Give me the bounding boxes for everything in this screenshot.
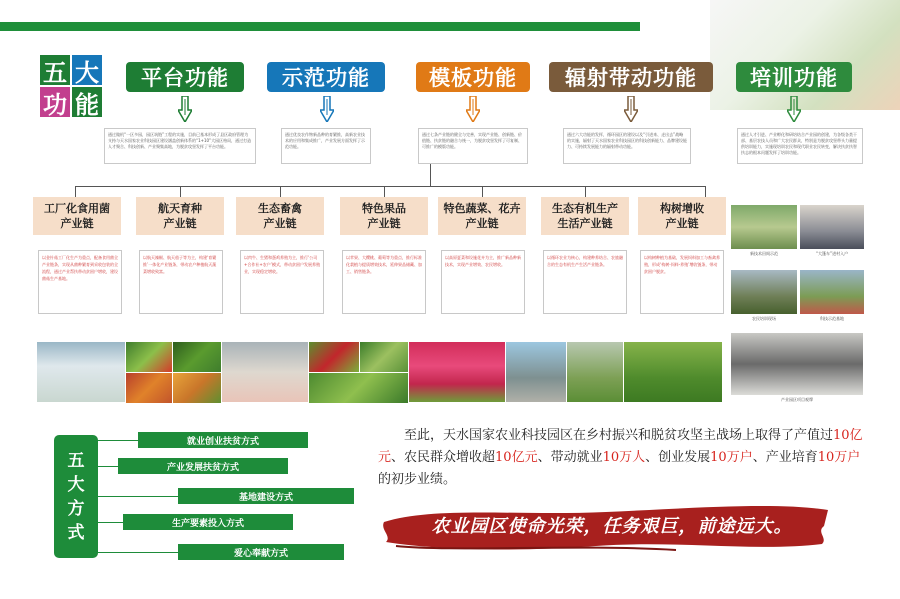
title-char: 式	[67, 522, 85, 543]
summary-part: 、带动就业	[537, 450, 603, 465]
title-char: 大	[72, 55, 102, 85]
photo-livestock-barn	[222, 342, 308, 402]
chain-subtitle: 生活产业链	[557, 217, 613, 230]
photo-farmer-training	[731, 270, 797, 314]
connector-line	[75, 186, 76, 197]
photo-mushroom-factory	[37, 342, 125, 402]
photo-red-peppers	[126, 373, 172, 403]
chain-edible-fungi	[33, 197, 121, 235]
chain-subtitle: 产业链	[465, 217, 499, 230]
summary-text	[378, 425, 868, 491]
chain-livestock	[236, 197, 324, 235]
title-char: 功	[40, 87, 70, 117]
connector-line	[705, 186, 706, 197]
photo-caption: 农民培训现场	[752, 316, 776, 321]
summary-value: 10万户	[710, 450, 753, 465]
chain-subtitle: 产业链	[367, 217, 401, 230]
chain-subtitle: 产业链	[263, 217, 297, 230]
summary-part: 、产业培育	[752, 450, 818, 465]
chain-title: 特色果品	[362, 202, 406, 215]
chain-paper-mulberry	[638, 197, 726, 235]
title-char: 五	[67, 450, 85, 471]
top-green-bar	[0, 22, 640, 31]
summary-value: 10万人	[602, 450, 646, 465]
summary-part: 、农民群众增收超	[391, 450, 496, 465]
connector-line	[98, 466, 118, 467]
summary-value: 10亿元	[378, 428, 863, 465]
connector-line	[430, 164, 431, 186]
function-desc: 通过七条产业链的健全与完善，实现产业链、创新链、价值链、扶贫链的融合与统一，为脱贫攻坚发挥了可复制、可推广的模版功能。	[418, 128, 528, 164]
title-char: 方	[67, 498, 85, 519]
chain-subtitle: 产业链	[60, 217, 94, 230]
photo-chili	[126, 342, 172, 372]
photo-caravan-visit	[800, 205, 864, 249]
photo-biogas-tank	[506, 342, 566, 402]
photo-project-visit	[731, 333, 863, 395]
down-arrow-icon	[320, 96, 334, 122]
photo-flowers	[409, 342, 505, 402]
photo-paper-mulberry-field	[624, 342, 722, 402]
chain-subtitle: 产业链	[665, 217, 699, 230]
corner-decorative-photo	[710, 0, 900, 110]
function-template: 模板功能	[416, 62, 530, 92]
function-desc: 通过人才引进、产业孵化和研培结合产业园的创建，为各级各类干部、基层农技人员和广大农民群众，特别是为脱贫攻坚带头力量提供培训能力，实施现培训农民和现代职业农民转变，解决扶贫扶智扶志的根本问题发挥了培训功能。	[737, 128, 863, 164]
mode-production-factors: 生产要素投入方式	[123, 514, 293, 530]
connector-line	[75, 186, 705, 187]
photo-caption: “大篷车”进村入户	[815, 251, 849, 256]
function-desc: 通过六大功能的发挥，循环园区的建设以及“引进来、走出去”战略的实施，辐射了天水国家农业科技园区的科技创新能力、品牌建设能力、可持续发展能力的辐射带动功能。	[563, 128, 691, 164]
connector-line	[98, 552, 178, 553]
summary-value: 10万户	[817, 450, 861, 465]
photo-vegetables	[173, 373, 221, 403]
down-arrow-icon	[466, 96, 480, 122]
chain-desc: 以构树种植为基础，发展饲料加工与畜禽养殖，形成‘构树-饲料-养殖’增收链条，带动贫困户脱贫。	[640, 250, 724, 314]
five-modes-title	[54, 435, 98, 558]
photo-field-demo	[731, 205, 797, 249]
chain-title: 工厂化食用菌	[44, 202, 110, 215]
chain-title: 航天育种	[158, 202, 202, 215]
mode-base-building: 基地建设方式	[178, 488, 354, 504]
photo-fruit-field	[309, 373, 408, 403]
photo-caption: 产业园区项目观摩	[781, 397, 813, 402]
chain-title: 生态畜禽	[258, 202, 302, 215]
connector-line	[585, 186, 586, 197]
title-char: 能	[72, 87, 102, 117]
chain-subtitle: 产业链	[163, 217, 197, 230]
chain-space-breeding	[136, 197, 224, 235]
mode-employment: 就业创业扶贫方式	[138, 432, 308, 448]
connector-line	[98, 522, 123, 523]
chain-fruit	[340, 197, 428, 235]
function-radiation: 辐射带动功能	[549, 62, 713, 92]
chain-organic	[541, 197, 629, 235]
connector-line	[98, 440, 138, 441]
chain-vegetables-flowers	[438, 197, 526, 235]
connector-line	[98, 496, 178, 497]
summary-part: 的初步业绩。	[378, 472, 457, 487]
photo-caption: 科技示范基地	[820, 316, 844, 321]
title-char: 五	[40, 55, 70, 85]
connector-line	[384, 186, 385, 197]
down-arrow-icon	[624, 96, 638, 122]
connector-line	[280, 186, 281, 197]
summary-value: 10亿元	[495, 450, 538, 465]
chain-title: 特色蔬菜、花卉	[443, 202, 521, 215]
chain-title: 构树增收	[660, 202, 704, 215]
photo-fruit	[309, 342, 359, 372]
chain-desc: 以肉牛、生猪和蛋鸡养殖为主，推行‘公司+合作社+农户’模式，带动贫困户发展养殖业，实现稳定增收。	[240, 250, 324, 314]
photo-peppers	[173, 342, 221, 372]
function-desc: 通过优良农作物新品种的育繁推，高新农业技术的应用和集成推广，产业发展方面发挥了示范功能。	[281, 128, 371, 164]
mode-charity: 爱心奉献方式	[178, 544, 344, 560]
function-desc: 通过做机“一区多园，园区筑链”工程的实施，目前已基本形成了县区政府管理为支持与天水国家农业科技园区建设涵盖创新体系的“1+10”大园区格局，通过打造人才聚合、科技创新、产业聚集高地，为脱贫攻坚发挥了平台功能。	[104, 128, 256, 164]
function-training: 培训功能	[736, 62, 852, 92]
connector-line	[482, 186, 483, 197]
summary-part: 、创业发展	[645, 450, 711, 465]
function-demonstration: 示范功能	[267, 62, 385, 92]
chain-desc: 以高原夏菜和设施花卉为主，推广新品种新技术，实现产业增效、农民增收。	[441, 250, 525, 314]
mode-industry: 产业发展扶贫方式	[118, 458, 288, 474]
title-char: 大	[67, 474, 85, 495]
down-arrow-icon	[787, 96, 801, 122]
chain-title: 生态有机生产	[552, 202, 618, 215]
down-arrow-icon	[178, 96, 192, 122]
photo-orchard	[360, 342, 408, 372]
chain-desc: 以苹果、大樱桃、葡萄等为重点，推行标准化栽植与提质增效技术，延伸果品储藏、加工、销售链条。	[342, 250, 426, 314]
chain-desc: 以航天辣椒、航天茄子等为主，构建‘育繁推’一体化产业链条，带动农户种植航天蔬菜增收致富。	[139, 250, 223, 314]
summary-part: 至此，天水国家农业科技园区在乡村振兴和脱贫攻坚主战场上取得了产值过	[404, 428, 834, 443]
function-platform: 平台功能	[126, 62, 244, 92]
photo-demo-base	[800, 270, 864, 314]
slogan-text: 农业园区使命光荣，任务艰巨，前途远大。	[431, 516, 793, 537]
chain-desc: 以金针菇工厂化生产为重点，配备食用菌全产业链条，实现从菌种繁育到采收包装的全流程，通过产业帮扶带动贫困户增收，建设菌菇生产基地。	[38, 250, 122, 314]
connector-line	[180, 186, 181, 197]
photo-organic-greenhouse	[567, 342, 623, 402]
chain-desc: 以循环农业为核心，构建种养结合、农旅融合的生态有机生产生活产业链条。	[543, 250, 627, 314]
five-functions-title	[40, 55, 106, 119]
photo-caption: 新技术田间示范	[750, 251, 778, 256]
